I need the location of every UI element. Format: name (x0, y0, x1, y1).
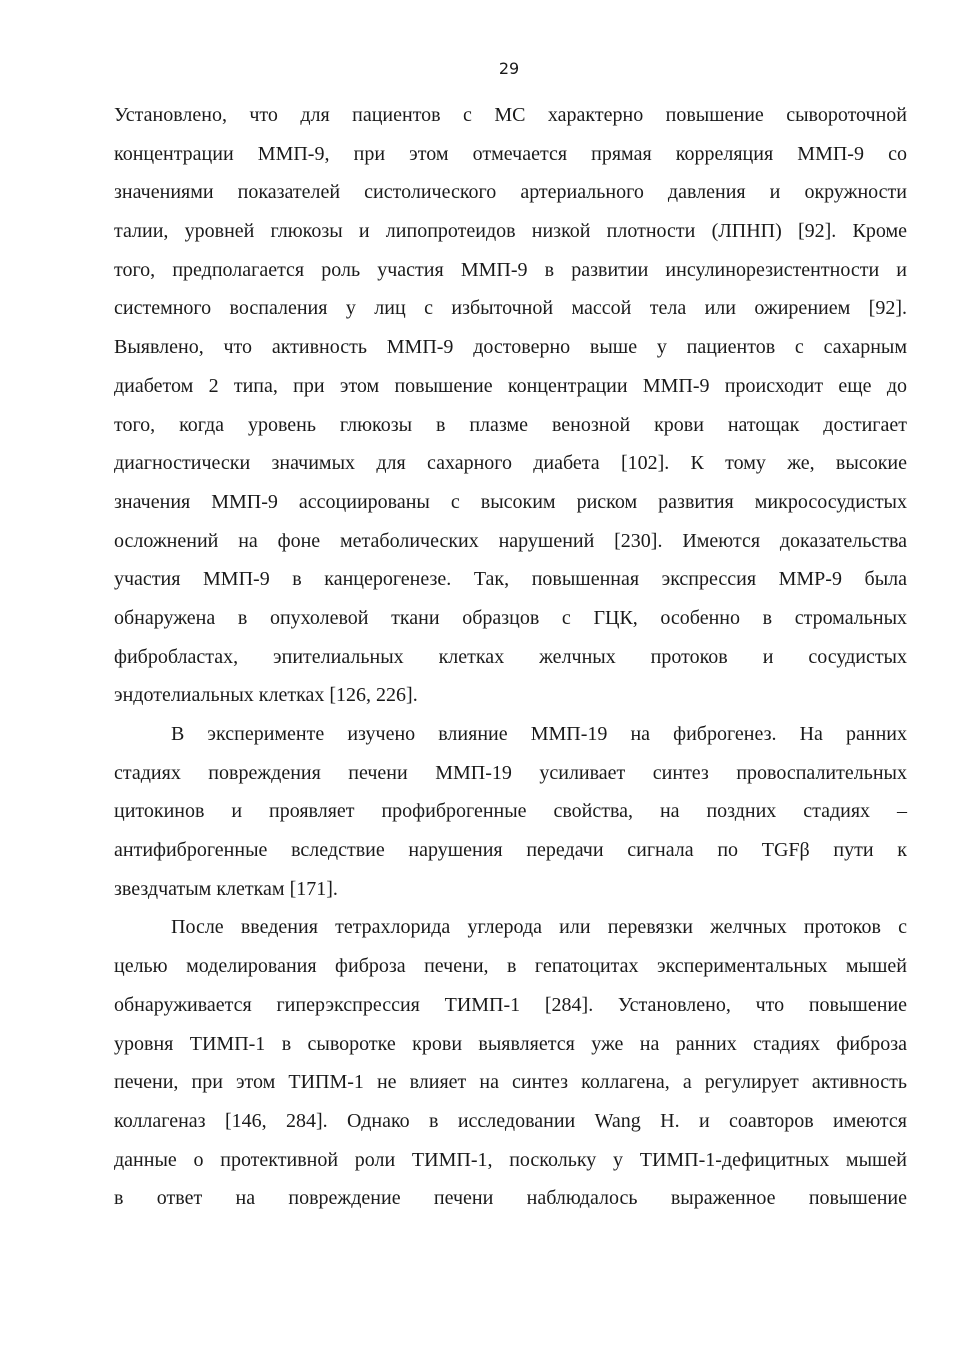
text-line: звездчатым клеткам [171]. (114, 877, 338, 900)
text-line: Установлено, что для пациентов с МС характерно повышение сывороточной (114, 104, 907, 126)
text-line: уровня ТИМП-1 в сыворотке крови выявляется уже на ранних стадиях фиброза (114, 1032, 907, 1055)
text-line: цитокинов и проявляет профиброгенные свойства, на поздних стадиях – (114, 800, 907, 823)
text-line: После введения тетрахлорида углерода или перевязки желчных протоков с (171, 916, 907, 939)
text-line: значения ММП-9 ассоциированы с высоким риском развития микрососудистых (114, 490, 907, 513)
text-line: того, предполагается роль участия ММП-9 в развитии инсулинорезистентности и (114, 258, 907, 281)
text-line: обнаруживается гиперэкспрессия ТИМП-1 [284]. Установлено, что повышение (114, 993, 907, 1016)
body-text (114, 96, 907, 1218)
text-line: диагностически значимых для сахарного диабета [102]. К тому же, высокие (114, 452, 907, 475)
text-line: фибробластах, эпителиальных клетках желчных протоков и сосудистых (114, 645, 907, 668)
paragraph-2 (114, 715, 907, 908)
text-line: обнаружена в опухолевой ткани образцов с ГЦК, особенно в стромальных (114, 606, 907, 629)
text-line: данные о протективной роли ТИМП-1, поскольку у ТИМП-1-дефицитных мышей (114, 1148, 907, 1171)
text-line: печени, при этом ТИПМ-1 не влияет на синтез коллагена, а регулирует активность (114, 1071, 907, 1094)
text-line: концентрации ММП-9, при этом отмечается прямая корреляция ММП-9 со (114, 142, 907, 165)
text-line: системного воспаления у лиц с избыточной массой тела или ожирением [92]. (114, 297, 907, 320)
text-line: в ответ на повреждение печени наблюдалось выраженное повышение (114, 1187, 907, 1210)
text-line: того, когда уровень глюкозы в плазме венозной крови натощак достигает (114, 413, 907, 436)
text-line: диабетом 2 типа, при этом повышение концентрации ММП-9 происходит еще до (114, 374, 907, 397)
text-line: коллагеназ [146, 284]. Однако в исследовании Wang H. и соавторов имеются (114, 1109, 907, 1132)
text-line: талии, уровней глюкозы и липопротеидов низкой плотности (ЛПНП) [92]. Кроме (114, 220, 907, 243)
text-line: В эксперименте изучено влияние ММП-19 на фиброгенез. На ранних (171, 723, 907, 745)
text-line: участия ММП-9 в канцерогенезе. Так, повышенная экспрессия ММР-9 была (114, 568, 907, 591)
page-number: 29 (498, 59, 520, 78)
text-line: целью моделирования фиброза печени, в гепатоцитах экспериментальных мышей (114, 955, 907, 978)
text-line: стадиях повреждения печени ММП-19 усиливает синтез провоспалительных (114, 761, 907, 784)
text-line: значениями показателей систолического артериального давления и окружности (114, 181, 907, 204)
text-line: осложнений на фоне метаболических нарушений [230]. Имеются доказательства (114, 529, 907, 552)
paragraph-3 (114, 908, 907, 1218)
text-line: эндотелиальных клетках [126, 226]. (114, 684, 418, 707)
paragraph-1 (114, 96, 907, 715)
text-line: антифиброгенные вследствие нарушения передачи сигнала по TGFβ пути к (114, 839, 907, 862)
text-line: Выявлено, что активность ММП-9 достоверно выше у пациентов с сахарным (114, 336, 907, 359)
